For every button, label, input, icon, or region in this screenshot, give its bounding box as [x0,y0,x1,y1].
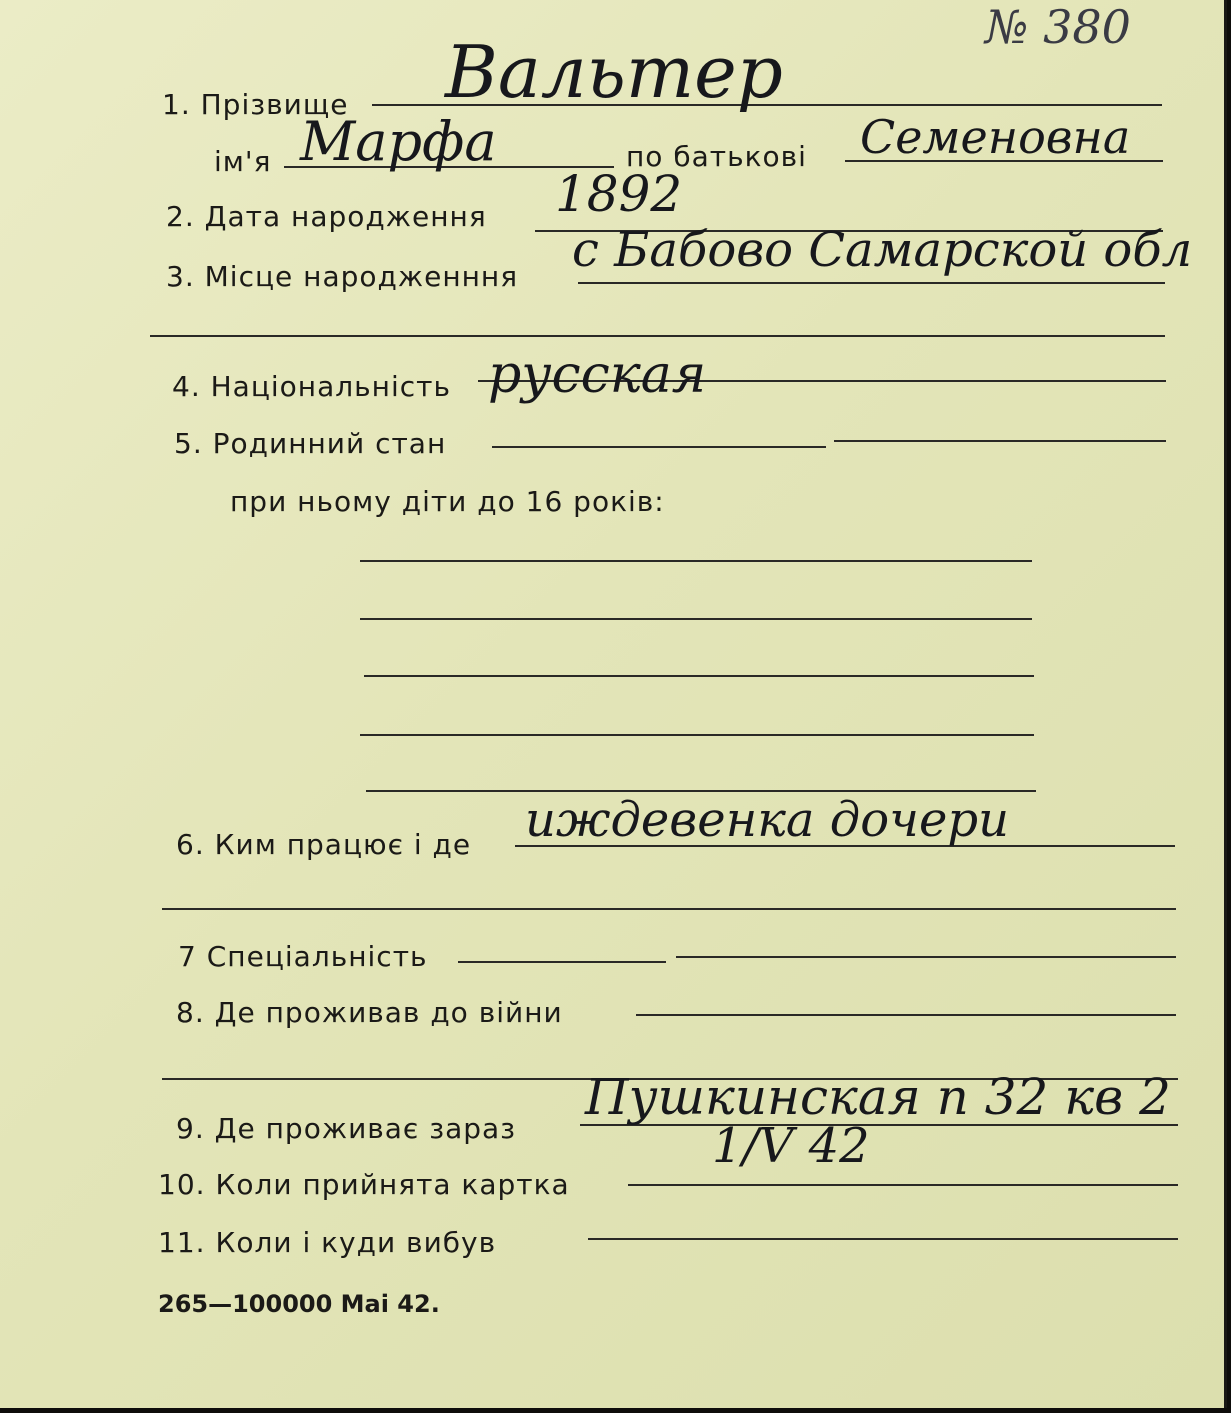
occupation-label-text: Ким працює і де [214,828,472,861]
birth-date-label-text: Дата народження [204,200,487,233]
occupation-label [176,828,471,861]
specialty-line-a [458,961,666,963]
patronymic-label: по батькові [626,140,807,173]
current-residence-label-text: Де проживає зараз [214,1112,517,1145]
children-label: при ньому діти до 16 років: [230,485,665,518]
marital-status-line-b [834,440,1166,442]
nationality-value[interactable]: русская [488,345,707,405]
card-accepted-value[interactable]: 1/V 42 [712,1118,870,1174]
marital-status-label-text: Родинний стан [212,427,447,460]
card-accepted-label [158,1168,570,1201]
field-number: 11. [158,1226,206,1259]
marital-status-line-a [492,446,826,448]
field-number: 7 [178,940,197,973]
field-number: 10. [158,1168,206,1201]
child-1-line [360,560,1032,562]
specialty-label-text: Спеціальність [206,940,428,973]
child-3-line [364,675,1034,677]
departure-label-text: Коли і куди вибув [215,1226,497,1259]
card-accepted-line [628,1184,1178,1186]
surname-label-text: Прізвище [200,88,349,121]
registry-number: № 380 [985,0,1131,54]
prewar-residence-label [176,996,563,1029]
child-2-line [360,618,1032,620]
surname-value[interactable]: Вальтер [445,30,783,114]
field-number: 8. [176,996,205,1029]
printer-imprint: 265—100000 Маі 42. [158,1290,440,1318]
first-name-value[interactable]: Марфа [300,110,497,173]
birth-place-line [578,282,1165,284]
prewar-residence-label-text: Де проживав до війни [214,996,563,1029]
birth-date-value[interactable]: 1892 [555,165,683,223]
marital-status-label [174,427,446,460]
specialty-label [178,940,428,973]
field-number: 4. [172,370,201,403]
field-number: 6. [176,828,205,861]
birth-date-label [166,200,487,233]
current-residence-value[interactable]: Пушкинская п 32 кв 2 [585,1068,1171,1126]
field-number: 3. [166,260,195,293]
child-4-line [360,734,1034,736]
field-number: 9. [176,1112,205,1145]
field-number: 2. [166,200,195,233]
birth-place-label-text: Місце народженння [204,260,519,293]
patronymic-value[interactable]: Семеновна [860,110,1131,164]
occupation-value[interactable]: иждевенка дочери [525,792,1010,848]
first-name-label: ім'я [214,145,272,178]
specialty-line-b [676,956,1176,958]
card-accepted-label-text: Коли прийнята картка [215,1168,570,1201]
field-number: 5. [174,427,203,460]
current-residence-label [176,1112,516,1145]
birth-place-label [166,260,518,293]
prewar-residence-line [636,1014,1176,1016]
field-number: 1. [162,88,191,121]
occupation-line-2 [162,908,1176,910]
birth-place-line-2 [150,335,1165,337]
nationality-label [172,370,451,403]
departure-line [588,1238,1178,1240]
birth-place-value[interactable]: с Бабово Самарской обл [572,222,1193,278]
nationality-label-text: Національність [210,370,451,403]
departure-label [158,1226,496,1259]
